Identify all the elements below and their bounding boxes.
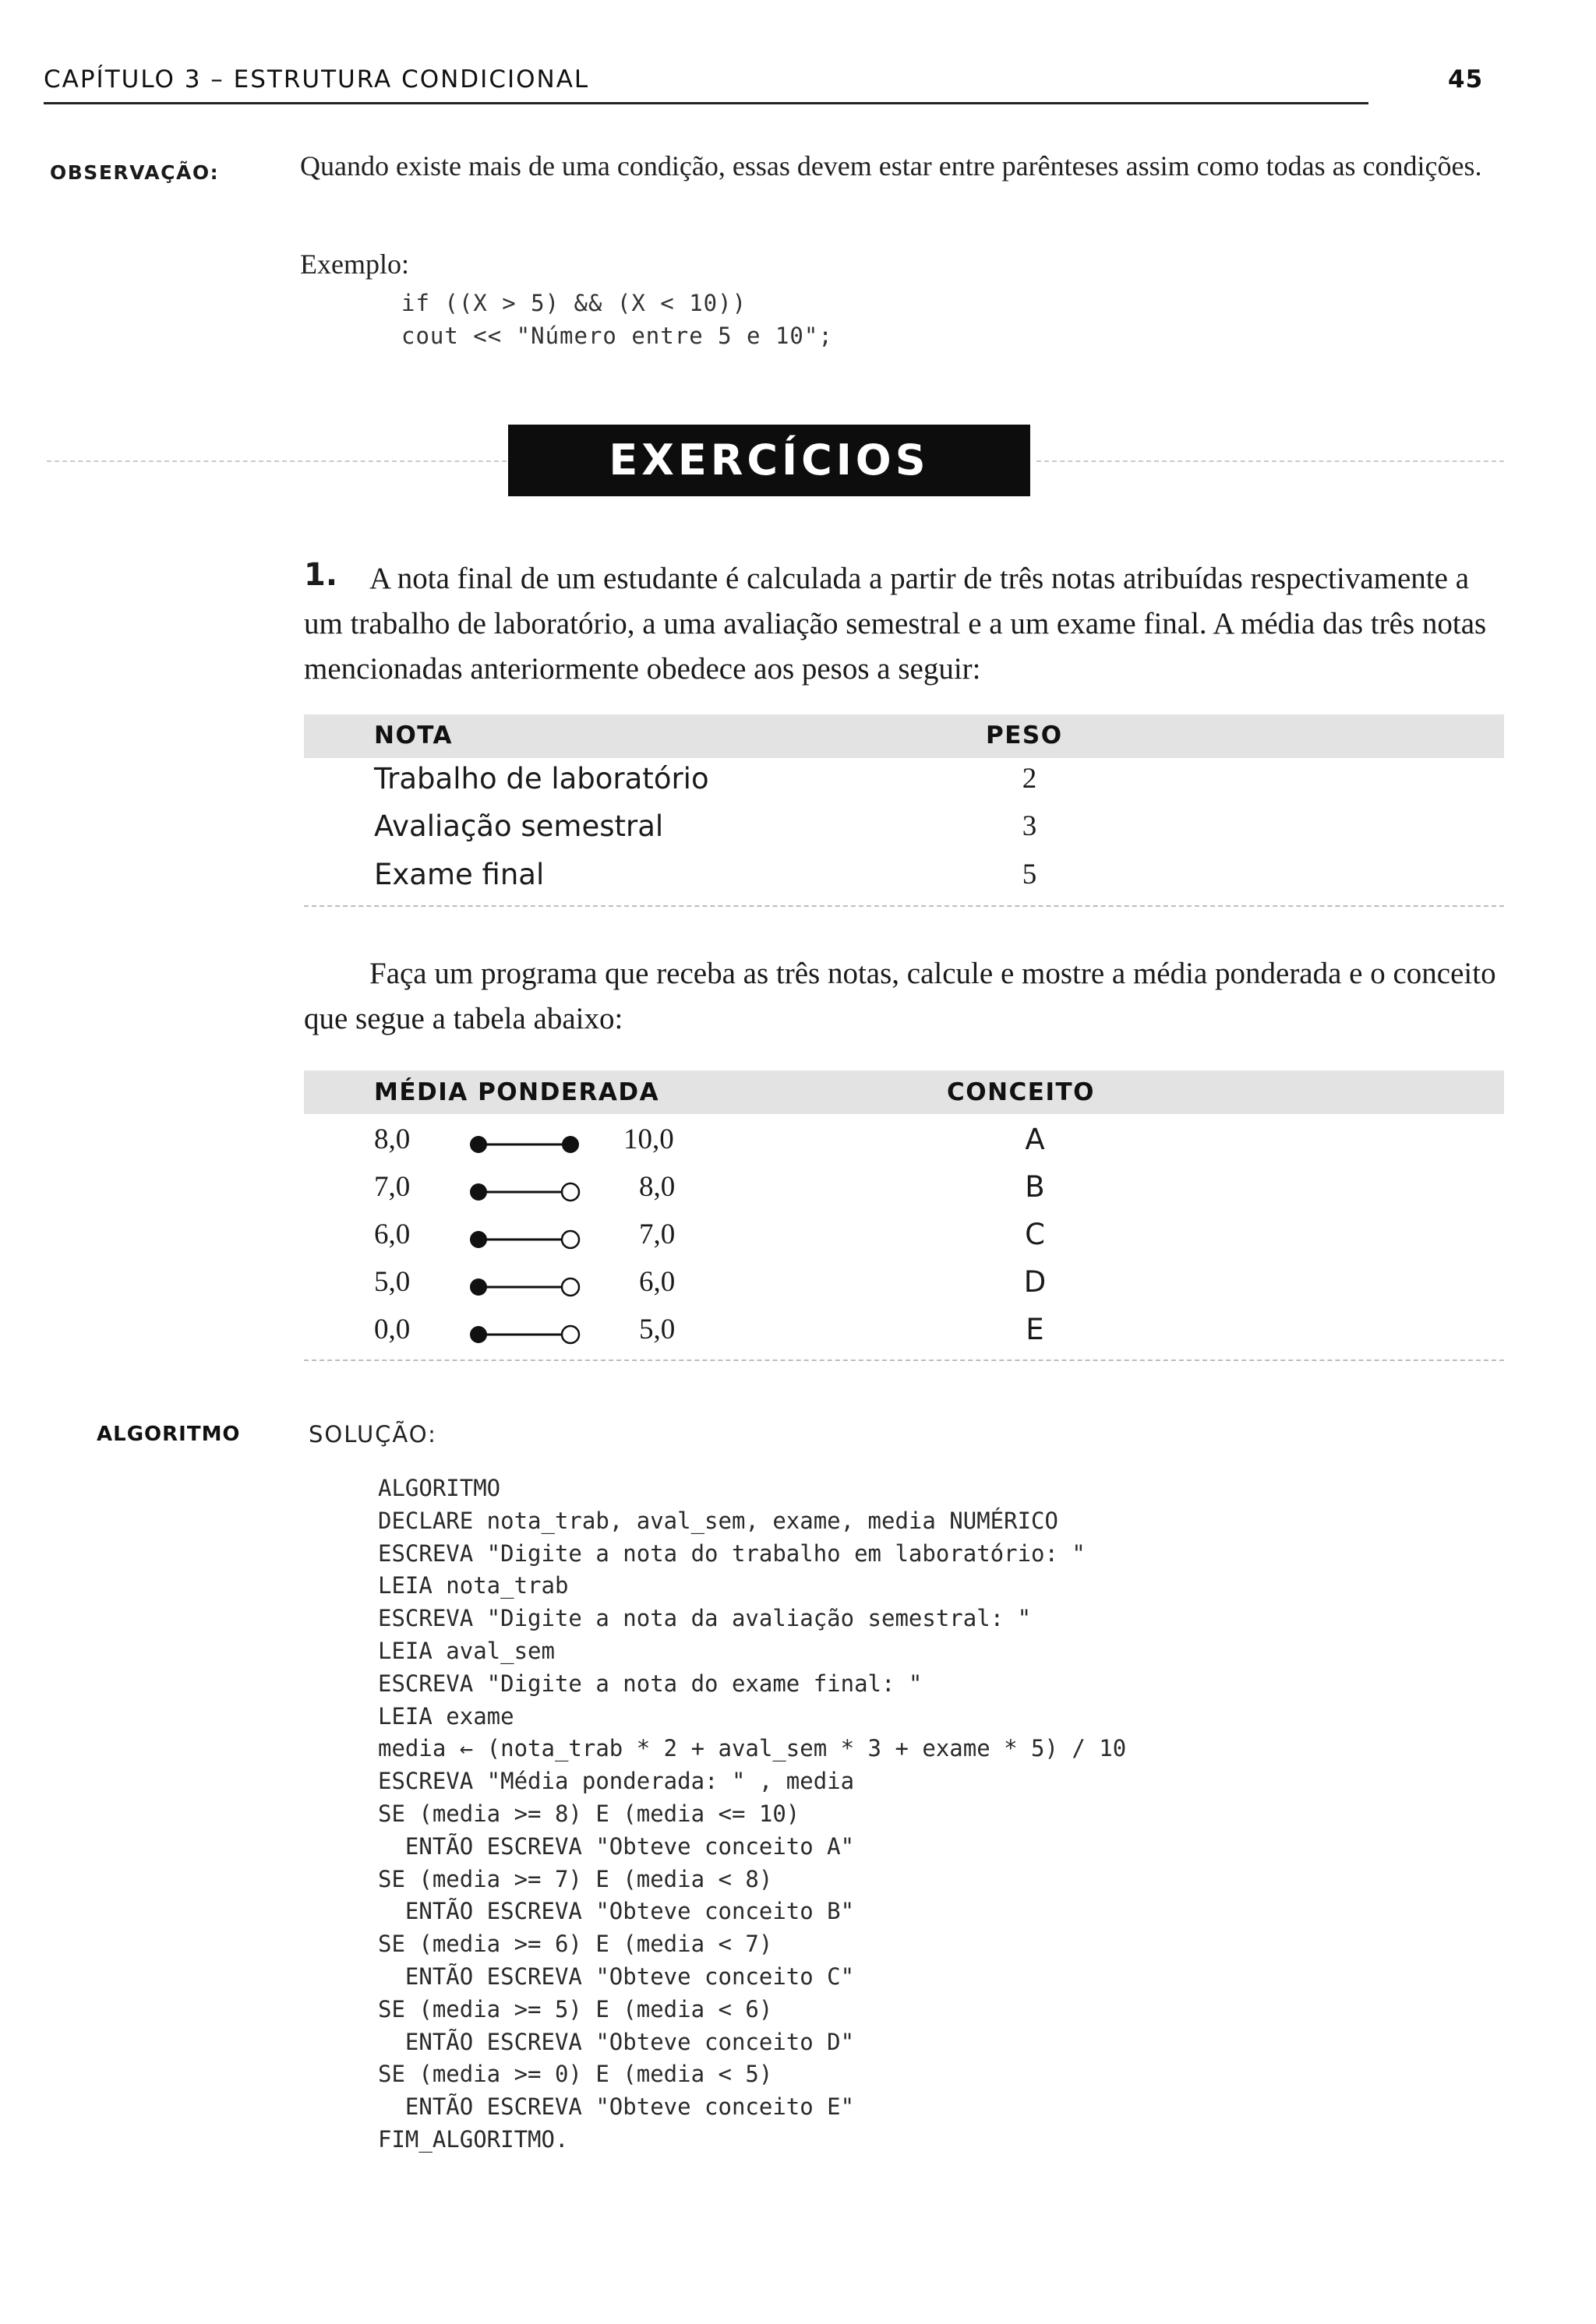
grade-conceito: E — [1026, 1313, 1044, 1346]
half-open-interval-icon — [466, 1180, 583, 1204]
grade-conceito: C — [1025, 1218, 1045, 1251]
grades-table-rule — [304, 1359, 1504, 1361]
example-code-line: if ((X > 5) && (X < 10)) — [401, 290, 747, 316]
grade-range-low: 0,0 — [374, 1314, 411, 1345]
weights-cell-peso: 3 — [1022, 810, 1037, 842]
weights-table-header — [304, 714, 1504, 758]
section-rule-right — [1036, 460, 1504, 462]
solution-label: SOLUÇÃO: — [309, 1421, 437, 1448]
weights-cell-nota: Avaliação semestral — [374, 809, 664, 843]
grade-range-high: 5,0 — [639, 1314, 676, 1345]
half-open-interval-icon — [466, 1228, 583, 1251]
grades-header-media: MÉDIA PONDERADA — [374, 1078, 660, 1106]
algorithm-code: ALGORITMO DECLARE nota_trab, aval_sem, exame, media NUMÉRICO ESCREVA "Digite a nota do trabalho em laboratório: " LEIA nota_trab ESCREVA "Digite a nota da avaliação semestral: " LEIA aval_sem ESCREVA "Digite a nota do exame final: " LEIA exame media ← (nota_trab * 2 + aval_sem * 3 + exame * 5) / 10 ESCREVA "Média ponderada: " , media SE (media >= 8) E (media <= 10) ENTÃO ESCREVA "Obteve conceito A" SE (media >= 7) E (media < 8) ENTÃO ESCREVA "Obteve conceito B" SE (media >= 6) E (media < 7) ENTÃO ESCREVA "Obteve conceito C" SE (media >= 5) E (media < 6) ENTÃO ESCREVA "Obteve conceito D" SE (media >= 0) E (media < 5) ENTÃO ESCREVA "Obteve conceito E" FIM_ALGORITMO. — [378, 1475, 1127, 2153]
weights-cell-nota: Trabalho de laboratório — [374, 762, 709, 795]
example-label: Exemplo: — [300, 249, 409, 280]
observation-text: Quando existe mais de uma condição, essas devem estar entre parênteses assim como todas as condições. — [300, 150, 1482, 182]
example-code-line: cout << "Número entre 5 e 10"; — [401, 323, 833, 349]
header-rule — [44, 102, 1368, 104]
grade-range-high: 6,0 — [639, 1266, 676, 1298]
weights-table-rule — [304, 905, 1504, 907]
grade-range-low: 6,0 — [374, 1218, 411, 1250]
page-number: 45 — [1448, 65, 1484, 93]
weights-cell-peso: 5 — [1022, 859, 1037, 890]
observation-label: OBSERVAÇÃO: — [50, 161, 220, 184]
grade-conceito: A — [1025, 1123, 1045, 1156]
grade-conceito: B — [1025, 1170, 1045, 1204]
grade-range-low: 8,0 — [374, 1123, 411, 1155]
grade-range-high: 7,0 — [639, 1218, 676, 1250]
grade-range-low: 5,0 — [374, 1266, 411, 1298]
exercise-instruction: Faça um programa que receba as três notas, calcule e mostre a média ponderada e o conceito que segue a tabela abaixo: — [304, 957, 1496, 1035]
weights-header-peso: PESO — [986, 721, 1063, 749]
half-open-interval-icon — [466, 1275, 583, 1299]
grades-header-conceito: CONCEITO — [947, 1078, 1096, 1106]
grade-conceito: D — [1023, 1265, 1047, 1299]
grade-range-low: 7,0 — [374, 1171, 411, 1203]
weights-cell-peso: 2 — [1022, 763, 1037, 795]
grade-range-high: 10,0 — [623, 1123, 674, 1155]
weights-header-nota: NOTA — [374, 721, 454, 749]
algorithm-label: ALGORITMO — [97, 1423, 241, 1446]
section-rule-left — [47, 460, 507, 462]
weights-cell-nota: Exame final — [374, 858, 545, 891]
half-open-interval-icon — [466, 1323, 583, 1346]
exercise-number: 1. — [304, 557, 338, 593]
exercise-text: A nota final de um estudante é calculada a partir de três notas atribuídas respectivamente a um trabalho de laboratório, a uma avaliação semestral e a um exame final. A média das três notas mencionadas anteriormente obedece aos pesos a seguir: — [304, 562, 1487, 686]
grade-range-high: 8,0 — [639, 1171, 676, 1203]
closed-interval-icon — [466, 1133, 583, 1156]
section-banner: EXERCÍCIOS RESOLVIDOS — [508, 425, 1030, 496]
chapter-title: CAPÍTULO 3 – ESTRUTURA CONDICIONAL — [44, 65, 590, 93]
